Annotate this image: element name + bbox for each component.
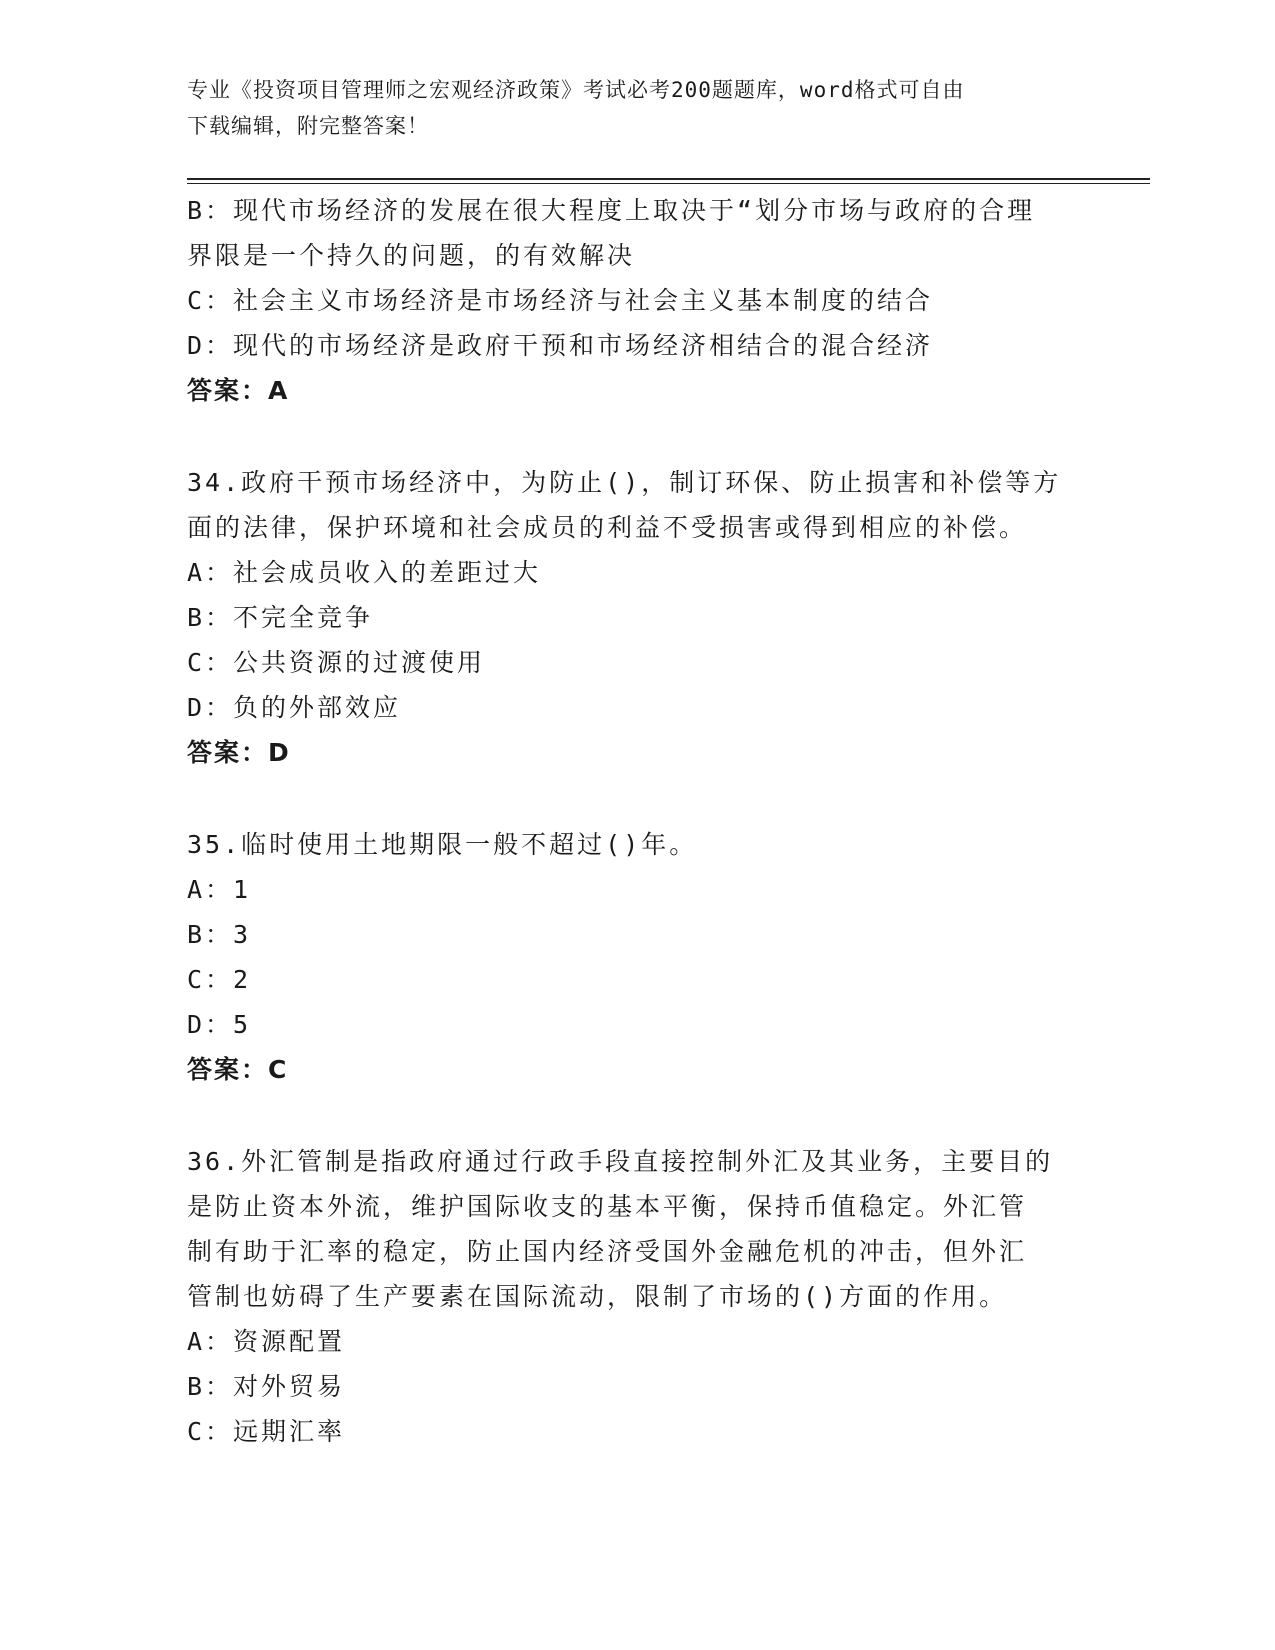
- option-b: B：3: [187, 920, 252, 949]
- document-header: [187, 72, 1077, 144]
- question-36: [187, 1139, 1087, 1454]
- option-a: A：1: [187, 875, 252, 904]
- option-b-line-2: 界限是一个持久的问题，的有效解决: [187, 241, 636, 270]
- header-line-1: 专业《投资项目管理师之宏观经济政策》考试必考200题题库，word格式可自由: [187, 78, 965, 102]
- option-d: D：5: [187, 1010, 252, 1039]
- question-35: [187, 822, 1087, 1092]
- question-stem-line-1: 34.政府干预市场经济中，为防止()，制订环保、防止损害和补偿等方: [187, 468, 1062, 497]
- question-stem-line-2: 面的法律，保护环境和社会成员的利益不受损害或得到相应的补偿。: [187, 513, 1028, 542]
- option-c: C：社会主义市场经济是市场经济与社会主义基本制度的结合: [187, 286, 934, 315]
- document-body: [187, 188, 1087, 1454]
- answer: 答案：A: [187, 376, 290, 405]
- question-34: [187, 460, 1087, 775]
- option-a: A：资源配置: [187, 1327, 346, 1356]
- option-c: C：2: [187, 965, 252, 994]
- option-d: D：现代的市场经济是政府干预和市场经济相结合的混合经济: [187, 331, 934, 360]
- option-d: D：负的外部效应: [187, 693, 402, 722]
- question-stem-line-4: 管制也妨碍了生产要素在国际流动，限制了市场的()方面的作用。: [187, 1282, 1008, 1311]
- option-a: A：社会成员收入的差距过大: [187, 558, 542, 587]
- question-stem-line-2: 是防止资本外流，维护国际收支的基本平衡，保持币值稳定。外汇管: [187, 1192, 1028, 1221]
- option-b: B：对外贸易: [187, 1372, 346, 1401]
- header-rule-thin: [187, 183, 1150, 184]
- option-c: C：公共资源的过渡使用: [187, 648, 486, 677]
- header-line-2: 下载编辑，附完整答案！: [187, 114, 429, 138]
- header-rule-thick: [187, 178, 1150, 180]
- option-c: C：远期汇率: [187, 1417, 346, 1446]
- question-gap: [187, 775, 1087, 822]
- question-stem-line-1: 35.临时使用土地期限一般不超过()年。: [187, 830, 698, 859]
- question-gap: [187, 413, 1087, 460]
- question-gap: [187, 1092, 1087, 1139]
- question-stem-line-1: 36.外汇管制是指政府通过行政手段直接控制外汇及其业务，主要目的: [187, 1147, 1054, 1176]
- answer: 答案：D: [187, 738, 291, 767]
- answer: 答案：C: [187, 1055, 289, 1084]
- question-stem-line-3: 制有助于汇率的稳定，防止国内经济受国外金融危机的冲击，但外汇: [187, 1237, 1028, 1266]
- option-b-line-1: B：现代市场经济的发展在很大程度上取决于“划分市场与政府的合理: [187, 196, 1036, 225]
- option-b: B：不完全竞争: [187, 603, 374, 632]
- question-33: [187, 188, 1087, 413]
